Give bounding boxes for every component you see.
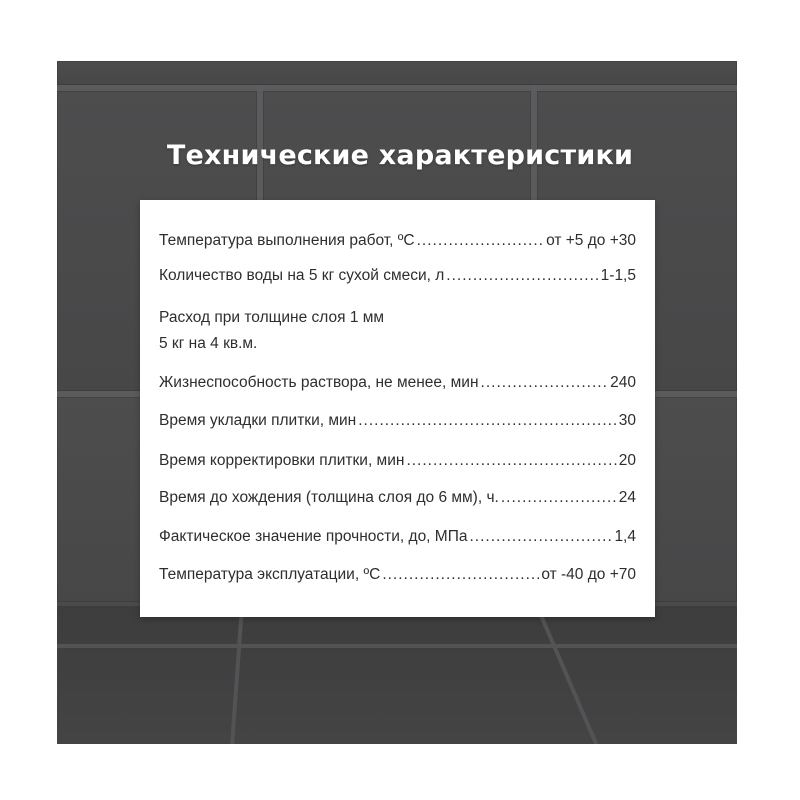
spec-label: Время до хождения (толщина слоя до 6 мм), ч. — [159, 489, 499, 506]
consumption-value: 5 кг на 4 кв.м. — [159, 335, 258, 352]
spec-row-service-temperature — [159, 566, 636, 584]
spec-row-water-amount — [159, 267, 636, 285]
spec-row-work-temperature — [159, 232, 636, 250]
spec-label: Температура эксплуатации, ºС — [159, 566, 381, 583]
spec-label: Жизнеспособность раствора, не менее, мин — [159, 374, 479, 391]
dot-leader — [382, 566, 539, 584]
spec-value: от -40 до +70 — [541, 566, 636, 583]
spec-value: 24 — [618, 489, 636, 506]
spec-row-strength — [159, 528, 636, 546]
spec-value: от +5 до +30 — [546, 232, 636, 249]
specs-card — [140, 200, 655, 617]
page-title: Технические характеристики — [166, 140, 634, 171]
spec-value: 1-1,5 — [600, 267, 636, 284]
dot-leader — [417, 232, 544, 250]
consumption-label: Расход при толщине слоя 1 мм — [159, 309, 385, 326]
dot-leader — [446, 267, 598, 285]
spec-label: Количество воды на 5 кг сухой смеси, л — [159, 267, 445, 284]
spec-value: 240 — [610, 374, 636, 391]
floor — [57, 606, 737, 744]
dot-leader — [501, 489, 617, 507]
spec-label: Температура выполнения работ, ºС — [159, 232, 415, 249]
spec-value: 1,4 — [614, 528, 636, 545]
spec-row-adjust-time — [159, 452, 636, 470]
spec-row-walk-time — [159, 489, 636, 507]
spec-value: 30 — [618, 412, 636, 429]
dot-leader — [481, 374, 609, 392]
grout-line — [57, 85, 737, 91]
spec-value: 20 — [618, 452, 636, 469]
spec-row-laying-time — [159, 412, 636, 430]
dot-leader — [469, 528, 612, 546]
dot-leader — [358, 412, 617, 430]
spec-label: Время укладки плитки, мин — [159, 412, 357, 429]
spec-row-pot-life — [159, 374, 636, 392]
spec-label: Фактическое значение прочности, до, МПа — [159, 528, 468, 545]
dot-leader — [406, 452, 616, 470]
spec-label: Время корректировки плитки, мин — [159, 452, 405, 469]
